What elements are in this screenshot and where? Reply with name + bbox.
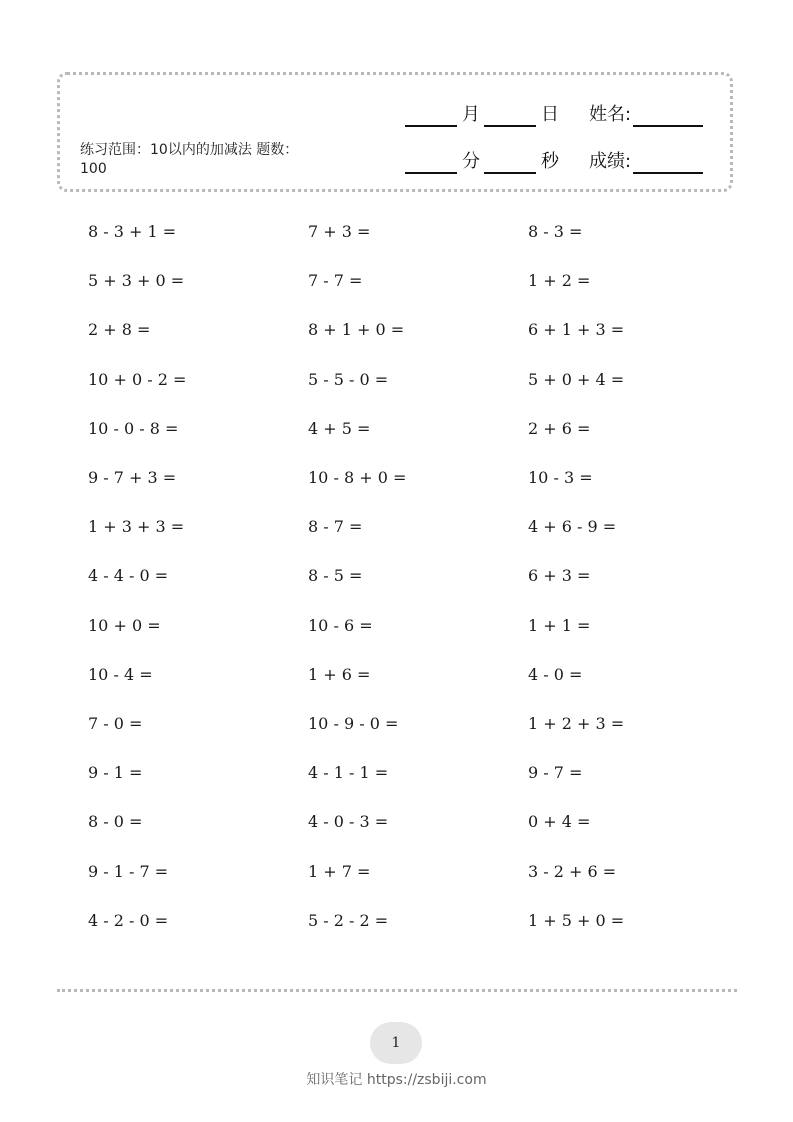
problem: 8 - 5 = bbox=[308, 566, 363, 586]
day-blank[interactable] bbox=[484, 103, 536, 127]
minute-blank[interactable] bbox=[405, 150, 457, 174]
second-blank[interactable] bbox=[484, 150, 536, 174]
problem: 0 + 4 = bbox=[528, 812, 591, 832]
problem: 1 + 6 = bbox=[308, 664, 371, 684]
problem: 9 - 1 - 7 = bbox=[88, 861, 169, 881]
problem: 1 + 2 + 3 = bbox=[528, 713, 625, 733]
problem: 8 + 1 + 0 = bbox=[308, 320, 405, 340]
problem: 8 - 7 = bbox=[308, 517, 363, 537]
problem-row bbox=[88, 453, 748, 502]
time-score-row bbox=[405, 146, 703, 174]
problem: 1 + 7 = bbox=[308, 861, 371, 881]
problem: 1 + 2 = bbox=[528, 271, 591, 291]
problem: 4 - 1 - 1 = bbox=[308, 763, 389, 783]
problem: 9 - 7 + 3 = bbox=[88, 468, 177, 488]
name-label: 姓名: bbox=[589, 104, 632, 125]
problem-row bbox=[88, 502, 748, 551]
header-box bbox=[57, 72, 733, 192]
problem-row bbox=[88, 601, 748, 650]
problem: 9 - 1 = bbox=[88, 763, 143, 783]
problem-row bbox=[88, 256, 748, 305]
problem: 1 + 3 + 3 = bbox=[88, 517, 185, 537]
problem-row bbox=[88, 748, 748, 797]
problem-row bbox=[88, 797, 748, 846]
day-label: 日 bbox=[541, 104, 559, 125]
problem: 3 - 2 + 6 = bbox=[528, 861, 617, 881]
problem: 8 - 3 + 1 = bbox=[88, 222, 177, 242]
month-blank[interactable] bbox=[405, 103, 457, 127]
problem: 10 + 0 - 2 = bbox=[88, 369, 187, 389]
problem: 8 - 0 = bbox=[88, 812, 143, 832]
problem: 6 + 3 = bbox=[528, 566, 591, 586]
problem: 9 - 7 = bbox=[528, 763, 583, 783]
page-number-badge bbox=[370, 1022, 422, 1064]
problem: 2 + 6 = bbox=[528, 418, 591, 438]
problem: 8 - 3 = bbox=[528, 222, 583, 242]
problem: 1 + 1 = bbox=[528, 615, 591, 635]
problem: 5 + 0 + 4 = bbox=[528, 369, 625, 389]
problem: 10 - 9 - 0 = bbox=[308, 713, 399, 733]
problem: 10 - 8 + 0 = bbox=[308, 468, 407, 488]
problem: 4 + 6 - 9 = bbox=[528, 517, 617, 537]
problem: 4 - 0 = bbox=[528, 664, 583, 684]
problem: 5 + 3 + 0 = bbox=[88, 271, 185, 291]
problem: 10 - 3 = bbox=[528, 468, 593, 488]
problem: 5 - 2 - 2 = bbox=[308, 910, 389, 930]
month-label: 月 bbox=[462, 104, 480, 125]
score-blank[interactable] bbox=[633, 150, 703, 174]
problem-row bbox=[88, 846, 748, 895]
problem: 7 + 3 = bbox=[308, 222, 371, 242]
problem: 1 + 5 + 0 = bbox=[528, 910, 625, 930]
problem-row bbox=[88, 551, 748, 600]
practice-range-text: 练习范围：10以内的加减法 题数：100 bbox=[80, 142, 299, 177]
site-watermark-text: 知识笔记 https://zsbiji.com bbox=[306, 1072, 487, 1088]
problem-grid bbox=[88, 207, 748, 945]
minute-label: 分 bbox=[462, 151, 480, 172]
problem: 10 - 6 = bbox=[308, 615, 373, 635]
problem: 6 + 1 + 3 = bbox=[528, 320, 625, 340]
problem: 10 - 0 - 8 = bbox=[88, 418, 179, 438]
problem: 5 - 5 - 0 = bbox=[308, 369, 389, 389]
problem: 7 - 0 = bbox=[88, 713, 143, 733]
problem: 10 + 0 = bbox=[88, 615, 161, 635]
problem: 4 - 4 - 0 = bbox=[88, 566, 169, 586]
problem-row bbox=[88, 699, 748, 748]
score-label: 成绩: bbox=[589, 151, 632, 172]
footer-divider bbox=[57, 989, 737, 992]
problem-row bbox=[88, 355, 748, 404]
problem-row bbox=[88, 305, 748, 354]
date-name-row bbox=[405, 99, 703, 127]
problem: 10 - 4 = bbox=[88, 664, 153, 684]
second-label: 秒 bbox=[541, 151, 559, 172]
problem-row bbox=[88, 404, 748, 453]
problem-row bbox=[88, 650, 748, 699]
problem: 4 + 5 = bbox=[308, 418, 371, 438]
problem: 4 - 2 - 0 = bbox=[88, 910, 169, 930]
problem-row bbox=[88, 207, 748, 256]
problem: 2 + 8 = bbox=[88, 320, 151, 340]
page-number: 1 bbox=[391, 1035, 401, 1051]
name-blank[interactable] bbox=[633, 103, 703, 127]
problem-row bbox=[88, 896, 748, 945]
problem: 7 - 7 = bbox=[308, 271, 363, 291]
problem: 4 - 0 - 3 = bbox=[308, 812, 389, 832]
